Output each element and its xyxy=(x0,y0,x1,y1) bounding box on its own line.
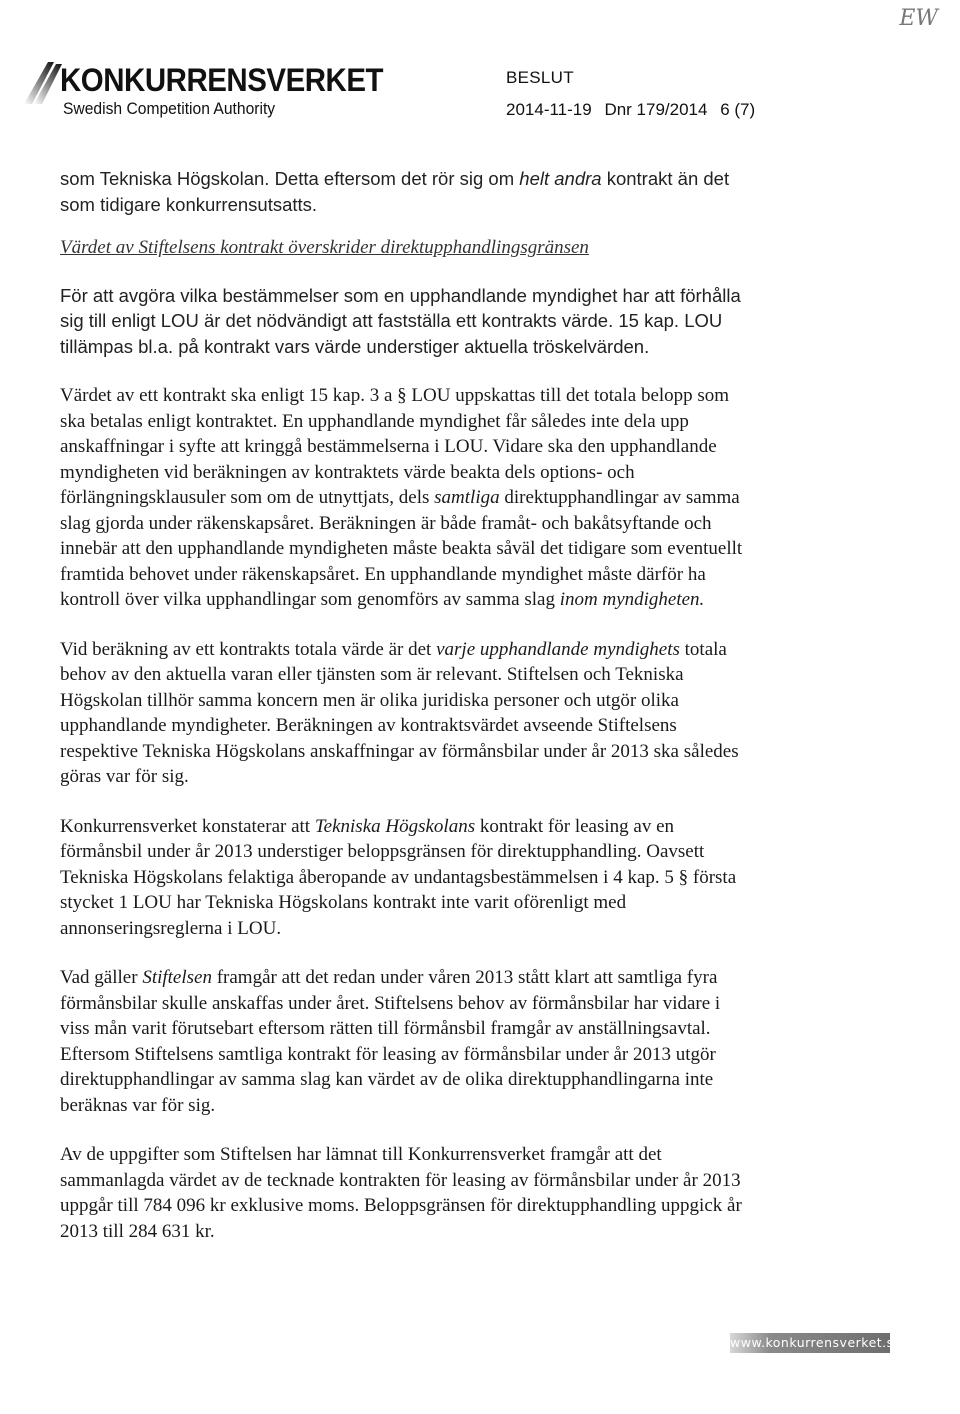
handwritten-initials: EW xyxy=(899,6,938,31)
paragraph-3: Värdet av ett kontrakt ska enligt 15 kap. 3 a § LOU uppskattas till det totala belopp som ska betalas enligt kontraktet. En upphandlande myndighet får således inte dela upp anskaffningar i syfte att kringgå bestämmelserna i LOU. Vidare ska den upphandlande myndigheten vid beräkningen av kontraktets värde beakta dels options- och förlängningsklausuler som om de utnyttjats, dels samtliga direktupphandlingar av samma slag gjorda under räkenskapsåret. Beräkningen är både framåt- och bakåtsyftande och innebär att den upphandlande myndigheten måste beakta såväl det tidigare som eventuellt framtida behovet under räkenskapsåret. En upphandlande myndighet måste därför ha kontroll över vilka upphandlingar som genomförs av samma slag inom myndigheten. xyxy=(60,385,743,610)
document-type: BESLUT xyxy=(506,68,574,87)
paragraph-5: Konkurrensverket konstaterar att Tekniska Högskolans kontrakt för leasing av en förmånsbil under år 2013 understiger beloppsgränsen för direktupphandling. Oavsett Tekniska Högskolans felaktiga åberopande av undantagsbestämmelsen i 4 kap. 5 § första stycket 1 LOU har Tekniska Högskolans kontrakt inte varit oförenligt med annonseringsreglerna i LOU. xyxy=(60,815,737,939)
logo-mark-icon xyxy=(22,60,64,106)
footer-website-link[interactable]: www.konkurrensverket.se xyxy=(730,1333,890,1353)
document-body xyxy=(60,166,750,1244)
paragraph-2: För att avgöra vilka bestämmelser som en upphandlande myndighet har att förhålla sig till enligt LOU är det nödvändigt att fastställa ett kontrakts värde. 15 kap. LOU tillämpas bl.a. på kontrakt vars värde understiger aktuella tröskelvärden. xyxy=(60,284,741,357)
document-date: 2014-11-19 xyxy=(506,100,592,119)
paragraph-4: Vid beräkning av ett kontrakts totala värde är det varje upphandlande myndighets totala behov av den aktuella varan eller tjänsten som är relevant. Stiftelsen och Tekniska Högskolan tillhör samma koncern men är olika juridiska personer och utgör olika upphandlande myndigheter. Beräkningen av kontraktsvärdet avseende Stiftelsens respektive Tekniska Högskolans anskaffningar av förmånsbilar under år 2013 ska således göras var för sig. xyxy=(60,638,739,787)
section-heading: Värdet av Stiftelsens kontrakt överskrider direktupphandlingsgränsen xyxy=(60,237,589,258)
paragraph-1: som Tekniska Högskolan. Detta eftersom det rör sig om helt andra kontrakt än det som tidigare konkurrensutsatts. xyxy=(60,168,730,215)
document-meta xyxy=(506,100,806,120)
paragraph-7: Av de uppgifter som Stiftelsen har lämnat till Konkurrensverket framgår att det sammanlagda värdet av de tecknade kontrakten för leasing av förmånsbilar under år 2013 uppgår till 784 096 kr exklusive moms. Beloppsgränsen för direktupphandling uppgick år 2013 till 284 631 kr. xyxy=(60,1144,742,1242)
konkurrensverket-logo xyxy=(22,52,402,132)
org-name: KONKURRENSVERKET xyxy=(60,62,384,98)
org-subtitle: Swedish Competition Authority xyxy=(63,99,276,118)
document-dnr: Dnr 179/2014 xyxy=(604,100,708,119)
page-number: 6 (7) xyxy=(720,100,756,119)
paragraph-6: Vad gäller Stiftelsen framgår att det redan under våren 2013 stått klart att samtliga fyra förmånsbilar skulle anskaffas under året. Stiftelsens behov av förmånsbilar har vidare i viss mån varit förutsebart eftersom rätten till förmånsbil framgår av anställningsavtal. Eftersom Stiftelsens samtliga kontrakt för leasing av förmånsbilar under år 2013 utgör direktupphandlingar av samma slag kan värdet av de olika direktupphandlingarna inte beräknas var för sig. xyxy=(60,967,721,1116)
document-header xyxy=(506,68,806,120)
